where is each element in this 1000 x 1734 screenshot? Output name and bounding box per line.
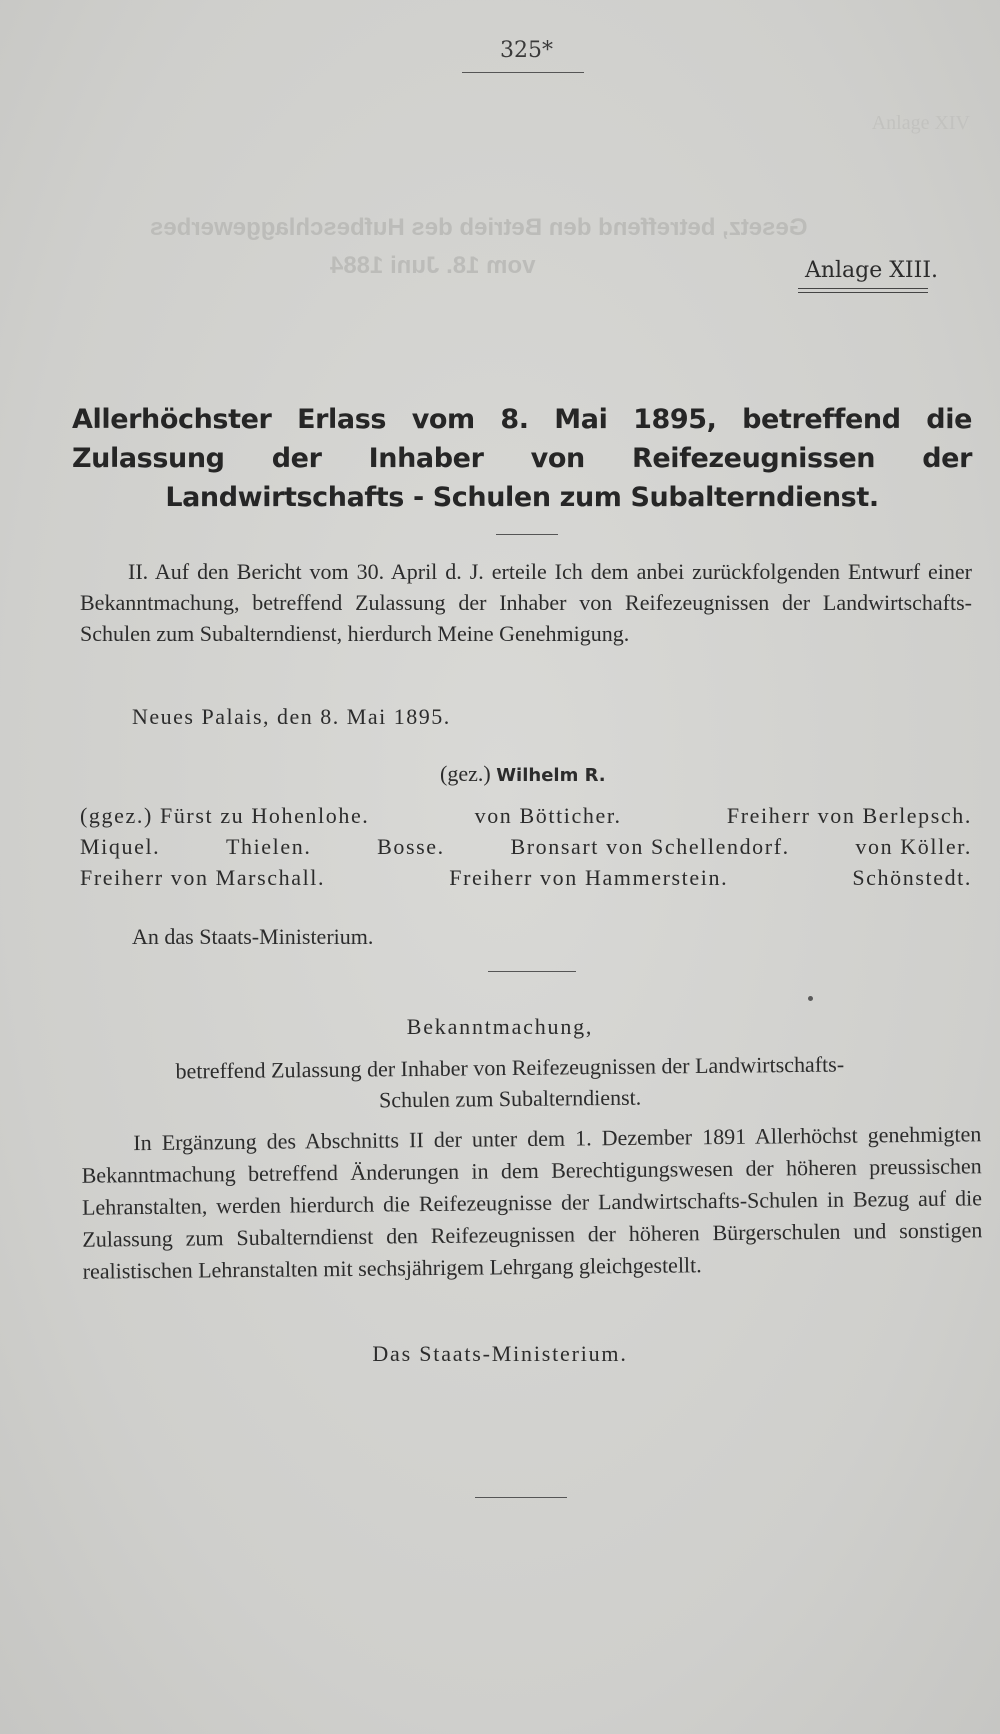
announcement-subtitle	[100, 1048, 921, 1119]
place-date: Neues Palais, den 8. Mai 1895.	[132, 704, 451, 729]
announcement-subtitle-line: betreffend Zulassung der Inhaber von Reifezeugnissen der Landwirtschafts-	[175, 1051, 845, 1084]
closing-separator	[475, 1497, 567, 1498]
ink-speck	[808, 996, 813, 1001]
addressee: An das Staats-Ministerium.	[132, 924, 374, 949]
cosigner: Miquel.	[80, 834, 161, 859]
bleed-through-annex: Anlage XIV	[871, 112, 970, 134]
cosigner: Freiherr von Marschall.	[80, 865, 326, 890]
cosigner: von Köller.	[855, 834, 972, 859]
cosigner: Bosse.	[377, 834, 445, 859]
cosigner: Schönstedt.	[852, 865, 972, 890]
page-number: 325*	[500, 38, 553, 63]
signature-prefix: (gez.)	[440, 761, 491, 786]
cosigner: (ggez.) Fürst zu Hohenlohe.	[80, 803, 370, 828]
bleed-through-date: vom 18. Juni 1884	[330, 252, 536, 279]
cosigner: Thielen.	[225, 834, 312, 859]
announcement-subtitle-line: Schulen zum Subalterndienst.	[378, 1084, 642, 1113]
announcement-closing: Das Staats-Ministerium.	[372, 1341, 628, 1366]
signature-line	[440, 758, 606, 791]
page-number-rule	[462, 72, 584, 73]
decree-paragraph: II. Auf den Bericht vom 30. April d. J. erteile Ich dem anbei zurückfolgenden Entwurf einer Bekanntmachung, betreffend Zulassung der Inhaber von Reifezeugnissen der Landwirtschafts-Schulen zum Subalterndienst, hierdurch Meine Genehmigung.	[80, 559, 972, 646]
cosigners-row	[80, 800, 972, 831]
cosigner: Freiherr von Hammerstein.	[449, 865, 729, 890]
cosigners-row	[80, 862, 972, 893]
bleed-through-heading: Gesetz, betreffend den Betrieb des Hufbeschlaggewerbes	[150, 214, 808, 241]
cosigner: Bronsart von Schellendorf.	[510, 834, 790, 859]
annex-label-underline	[798, 288, 928, 293]
section-separator	[488, 971, 576, 972]
decree-title: Allerhöchster Erlass vom 8. Mai 1895, betreffend die Zulassung der Inhaber von Reifezeugnissen der Landwirtschafts - Schulen zum Subalterndienst.	[72, 404, 972, 513]
cosigners-row	[80, 831, 972, 862]
signature-name: Wilhelm R.	[496, 765, 606, 786]
announcement-title: Bekanntmachung,	[406, 1014, 594, 1039]
title-separator	[496, 534, 558, 535]
cosigner: Freiherr von Berlepsch.	[726, 803, 972, 828]
annex-label: Anlage XIII.	[804, 258, 938, 283]
cosigners-block	[80, 800, 972, 893]
announcement-paragraph: In Ergänzung des Abschnitts II der unter dem 1. Dezember 1891 Allerhöchst genehmigten Bekanntmachung betreffend Änderungen in dem Berechtigungswesen der höheren preussischen Lehranstalten, werden hierdurch die Reifezeugnisse der Landwirtschafts-Schulen in Bezug auf die Zulassung zum Subalterndienst den Reifezeugnissen der höheren Bürgerschulen und sonstigen realistischen Lehranstalten mit sechsjährigem Lehrgang gleichgestellt.	[81, 1121, 983, 1284]
cosigner: von Bötticher.	[474, 803, 622, 828]
